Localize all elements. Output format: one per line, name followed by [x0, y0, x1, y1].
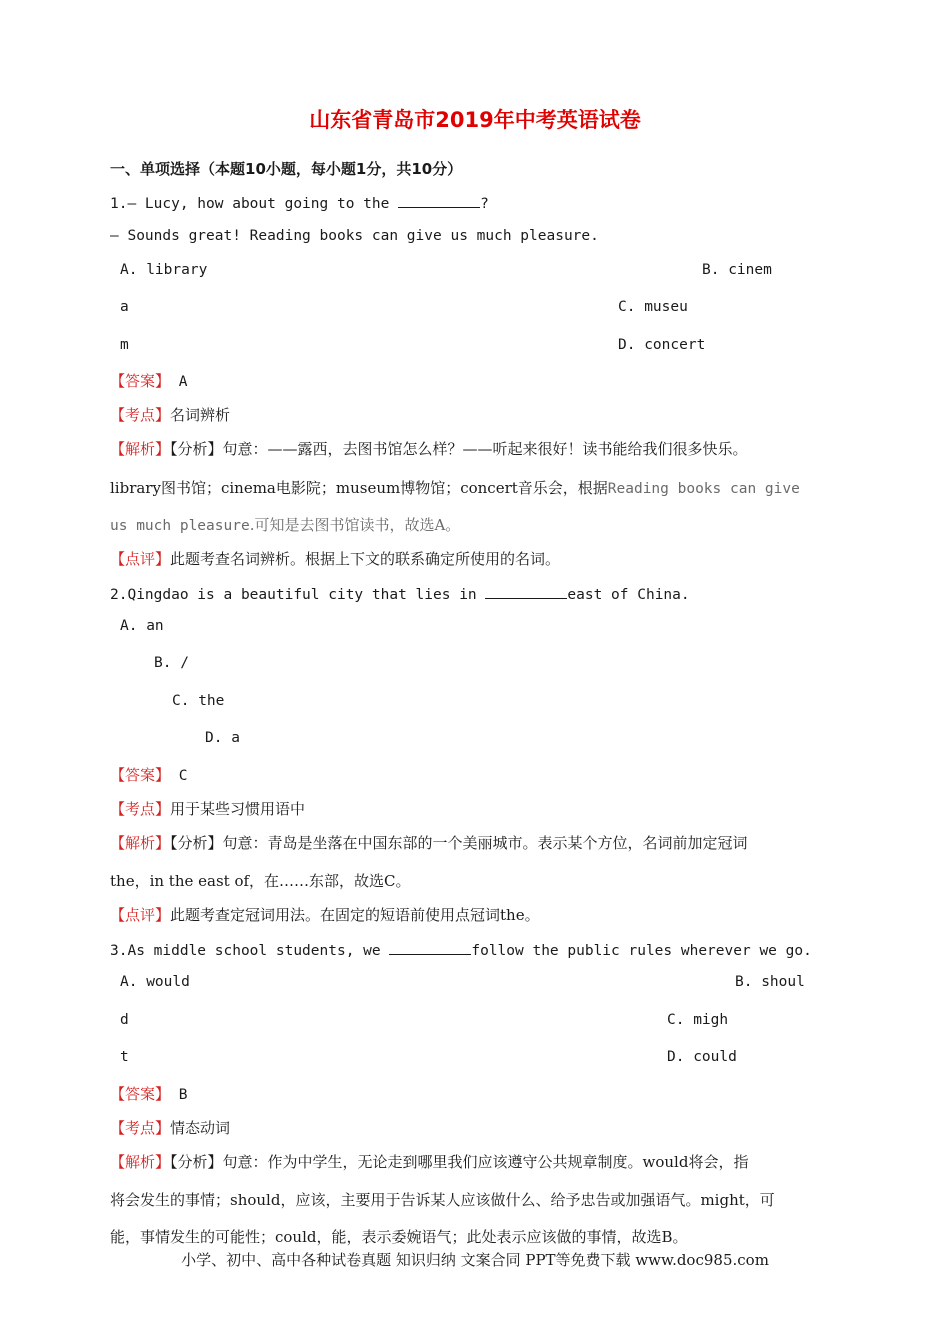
- comment-tag: 【点评】: [110, 550, 171, 568]
- question-3-option-c-wrap: t: [120, 1049, 129, 1065]
- section-heading: 一、单项选择（本题10小题，每小题1分，共10分）: [110, 160, 463, 178]
- question-2-option-c: C. the: [172, 693, 225, 709]
- analysis-text: .可知是去图书馆读书，故选A。: [249, 516, 461, 534]
- question-1-option-c: C. museu: [618, 299, 688, 315]
- analysis-text: library图书馆；cinema电影院；museum博物馆；concert音乐会，根据: [110, 479, 608, 497]
- answer-tag: 【答案】: [110, 766, 171, 784]
- question-1-option-b: B. cinem: [702, 262, 772, 278]
- point-tag: 【考点】: [110, 406, 171, 424]
- page-footer: 小学、初中、高中各种试卷真题 知识归纳 文案合同 PPT等免费下载 www.doc985.com: [181, 1251, 769, 1269]
- question-3-point: [110, 1117, 230, 1138]
- answer-value: C: [170, 768, 188, 784]
- comment-text: 此题考查定冠词用法。在固定的短语前使用点冠词the。: [170, 906, 540, 924]
- question-1-option-b-wrap: a: [120, 299, 129, 315]
- question-3-stem: [110, 940, 812, 959]
- point-tag: 【考点】: [110, 800, 171, 818]
- answer-tag: 【答案】: [110, 372, 171, 390]
- question-1-stem-post: ?: [480, 196, 489, 212]
- question-2-option-b: B. /: [154, 655, 189, 671]
- point-tag: 【考点】: [110, 1119, 171, 1137]
- analysis-tag: 【解析】: [110, 440, 171, 458]
- question-3-stem-post: follow the public rules wherever we go.: [471, 943, 812, 959]
- question-3-option-c: C. migh: [667, 1012, 729, 1028]
- question-1-stem-pre: 1.— Lucy, how about going to the: [110, 196, 399, 212]
- answer-value: B: [170, 1087, 188, 1103]
- point-value: 用于某些习惯用语中: [170, 800, 306, 818]
- question-2-stem-post: east of China.: [567, 587, 690, 603]
- answer-blank: [398, 193, 480, 208]
- question-2-analysis-line1: [110, 832, 748, 853]
- analysis-tag: 【解析】: [110, 834, 171, 852]
- question-2-option-d: D. a: [205, 730, 240, 746]
- answer-value: A: [170, 374, 188, 390]
- question-1-analysis-line1: [110, 438, 748, 459]
- question-2-option-a: A. an: [120, 618, 164, 634]
- question-3-analysis-line1: [110, 1151, 748, 1172]
- question-3-answer: [110, 1083, 187, 1104]
- question-2-comment: [110, 904, 540, 925]
- analysis-text: 【分析】句意：作为中学生，无论走到哪里我们应该遵守公共规章制度。would将会，指: [170, 1153, 749, 1171]
- question-1-stem: [110, 193, 489, 212]
- answer-tag: 【答案】: [110, 1085, 171, 1103]
- question-1-comment: [110, 548, 560, 569]
- question-3-option-d: D. could: [667, 1049, 737, 1065]
- question-3-option-a: A. would: [120, 974, 190, 990]
- question-2-answer: [110, 764, 187, 785]
- question-1-answer: [110, 370, 187, 391]
- question-3-analysis-line2: 将会发生的事情；should，应该，主要用于告诉某人应该做什么、给予忠告或加强语气。might，可: [110, 1191, 775, 1209]
- question-2-analysis-line2: the，in the east of，在……东部，故选C。: [110, 872, 411, 890]
- page-title: 山东省青岛市2019年中考英语试卷: [309, 108, 641, 132]
- comment-tag: 【点评】: [110, 906, 171, 924]
- analysis-text: 【分析】句意：——露西，去图书馆怎么样？——听起来很好！读书能给我们很多快乐。: [170, 440, 748, 458]
- analysis-text: 【分析】句意：青岛是坐落在中国东部的一个美丽城市。表示某个方位，名词前加定冠词: [170, 834, 748, 852]
- answer-blank: [485, 584, 567, 599]
- question-1-option-a: A. library: [120, 262, 208, 278]
- analysis-tag: 【解析】: [110, 1153, 171, 1171]
- question-1-analysis-line3: [110, 514, 460, 535]
- question-1-line2: — Sounds great! Reading books can give us much pleasure.: [110, 228, 599, 244]
- question-2-stem-pre: 2.Qingdao is a beautiful city that lies in: [110, 587, 486, 603]
- analysis-quote: Reading books can give: [607, 481, 800, 497]
- question-1-option-c-wrap: m: [120, 337, 129, 353]
- question-1-point: [110, 404, 230, 425]
- point-value: 情态动词: [170, 1119, 231, 1137]
- comment-text: 此题考查名词辨析。根据上下文的联系确定所使用的名词。: [170, 550, 561, 568]
- analysis-quote: us much pleasure: [110, 518, 250, 534]
- question-3-option-b: B. shoul: [735, 974, 805, 990]
- question-2-point: [110, 798, 305, 819]
- question-2-stem: [110, 584, 690, 603]
- question-1-analysis-line2: [110, 477, 800, 498]
- question-3-option-b-wrap: d: [120, 1012, 129, 1028]
- answer-blank: [389, 940, 471, 955]
- question-3-stem-pre: 3.As middle school students, we: [110, 943, 390, 959]
- question-3-analysis-line3: 能，事情发生的可能性；could，能，表示委婉语气；此处表示应该做的事情，故选B。: [110, 1228, 688, 1246]
- question-1-option-d: D. concert: [618, 337, 706, 353]
- point-value: 名词辨析: [170, 406, 231, 424]
